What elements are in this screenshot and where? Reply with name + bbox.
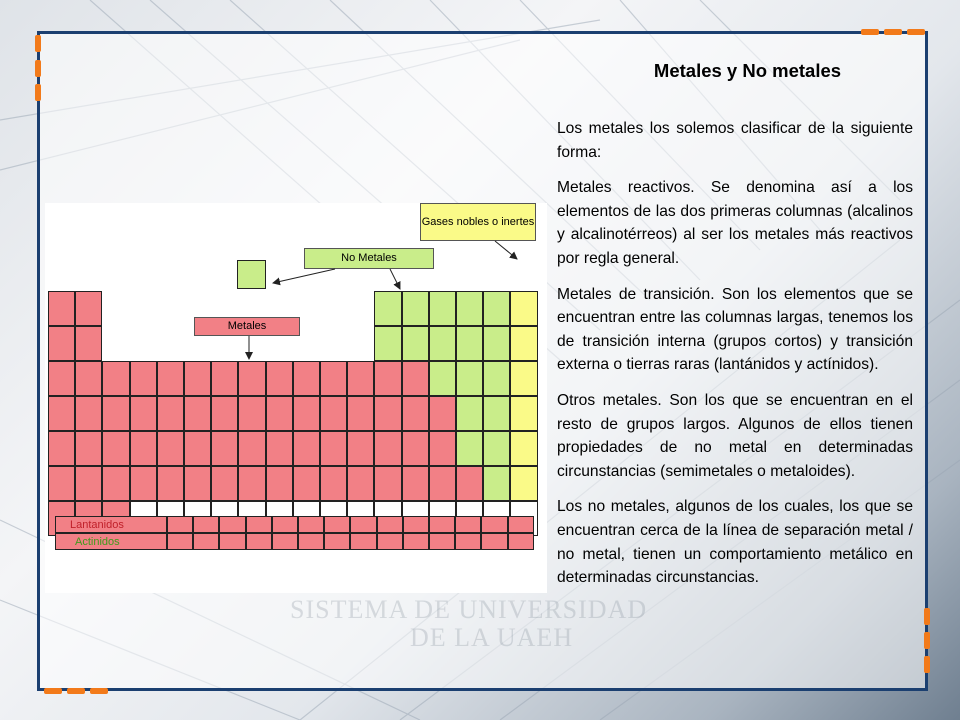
accent-dash [90,688,108,694]
accent-dash [884,29,902,35]
accent-dash [924,656,930,673]
paragraph-metales-reactivos: Metales reactivos. Se denomina así a los elementos de las dos primeras columnas (alcalinos y alcalinotérreos) al ser los metales más reactivos por regla general. [557,179,913,267]
slide-title: Metales y No metales [653,60,842,81]
paragraph-otros-metales: Otros metales. Son los que se encuentran en el resto de grupos largos. Algunos de ellos tienen propiedades de no metal en determinadas circunstancias (semimetales o metaloides). [557,391,913,480]
accent-dash [44,688,62,694]
accent-dash [907,29,925,35]
paragraph-intro: Los metales los solemos clasificar de la siguiente forma: [557,120,913,161]
label-gases-nobles: Gases nobles o inertes [420,203,536,241]
watermark-line: SISTEMA DE UNIVERSIDAD [290,595,648,624]
accent-dash [35,84,41,101]
periodic-table-diagram [45,203,547,593]
accent-dash [35,60,41,77]
watermark [290,596,647,652]
accent-dash [35,35,41,52]
paragraph-metales-transicion: Metales de transición. Son los elementos que se encuentran entre las columnas largas, tenemos los de transición interna (grupos cortos) y transición externa o tierras raras (lantánidos y actínidos). [557,285,913,374]
accent-dash [67,688,85,694]
body-text [557,117,913,602]
accent-dash [861,29,879,35]
paragraph-no-metales: Los no metales, algunos de los cuales, los que se encuentran cerca de la línea de separación metal / no metal, tienen un comportamiento metálico en determinadas circunstancias. [557,498,913,587]
label-no-metales: No Metales [304,248,434,269]
label-metales: Metales [194,317,300,336]
label-lantanidos: Lantanidos [70,519,124,531]
label-actinidos: Actinidos [75,536,120,548]
accent-dash [924,608,930,625]
label-arrows [45,203,547,593]
accent-dash [924,632,930,649]
watermark-line: DE LA UAEH [410,623,574,652]
